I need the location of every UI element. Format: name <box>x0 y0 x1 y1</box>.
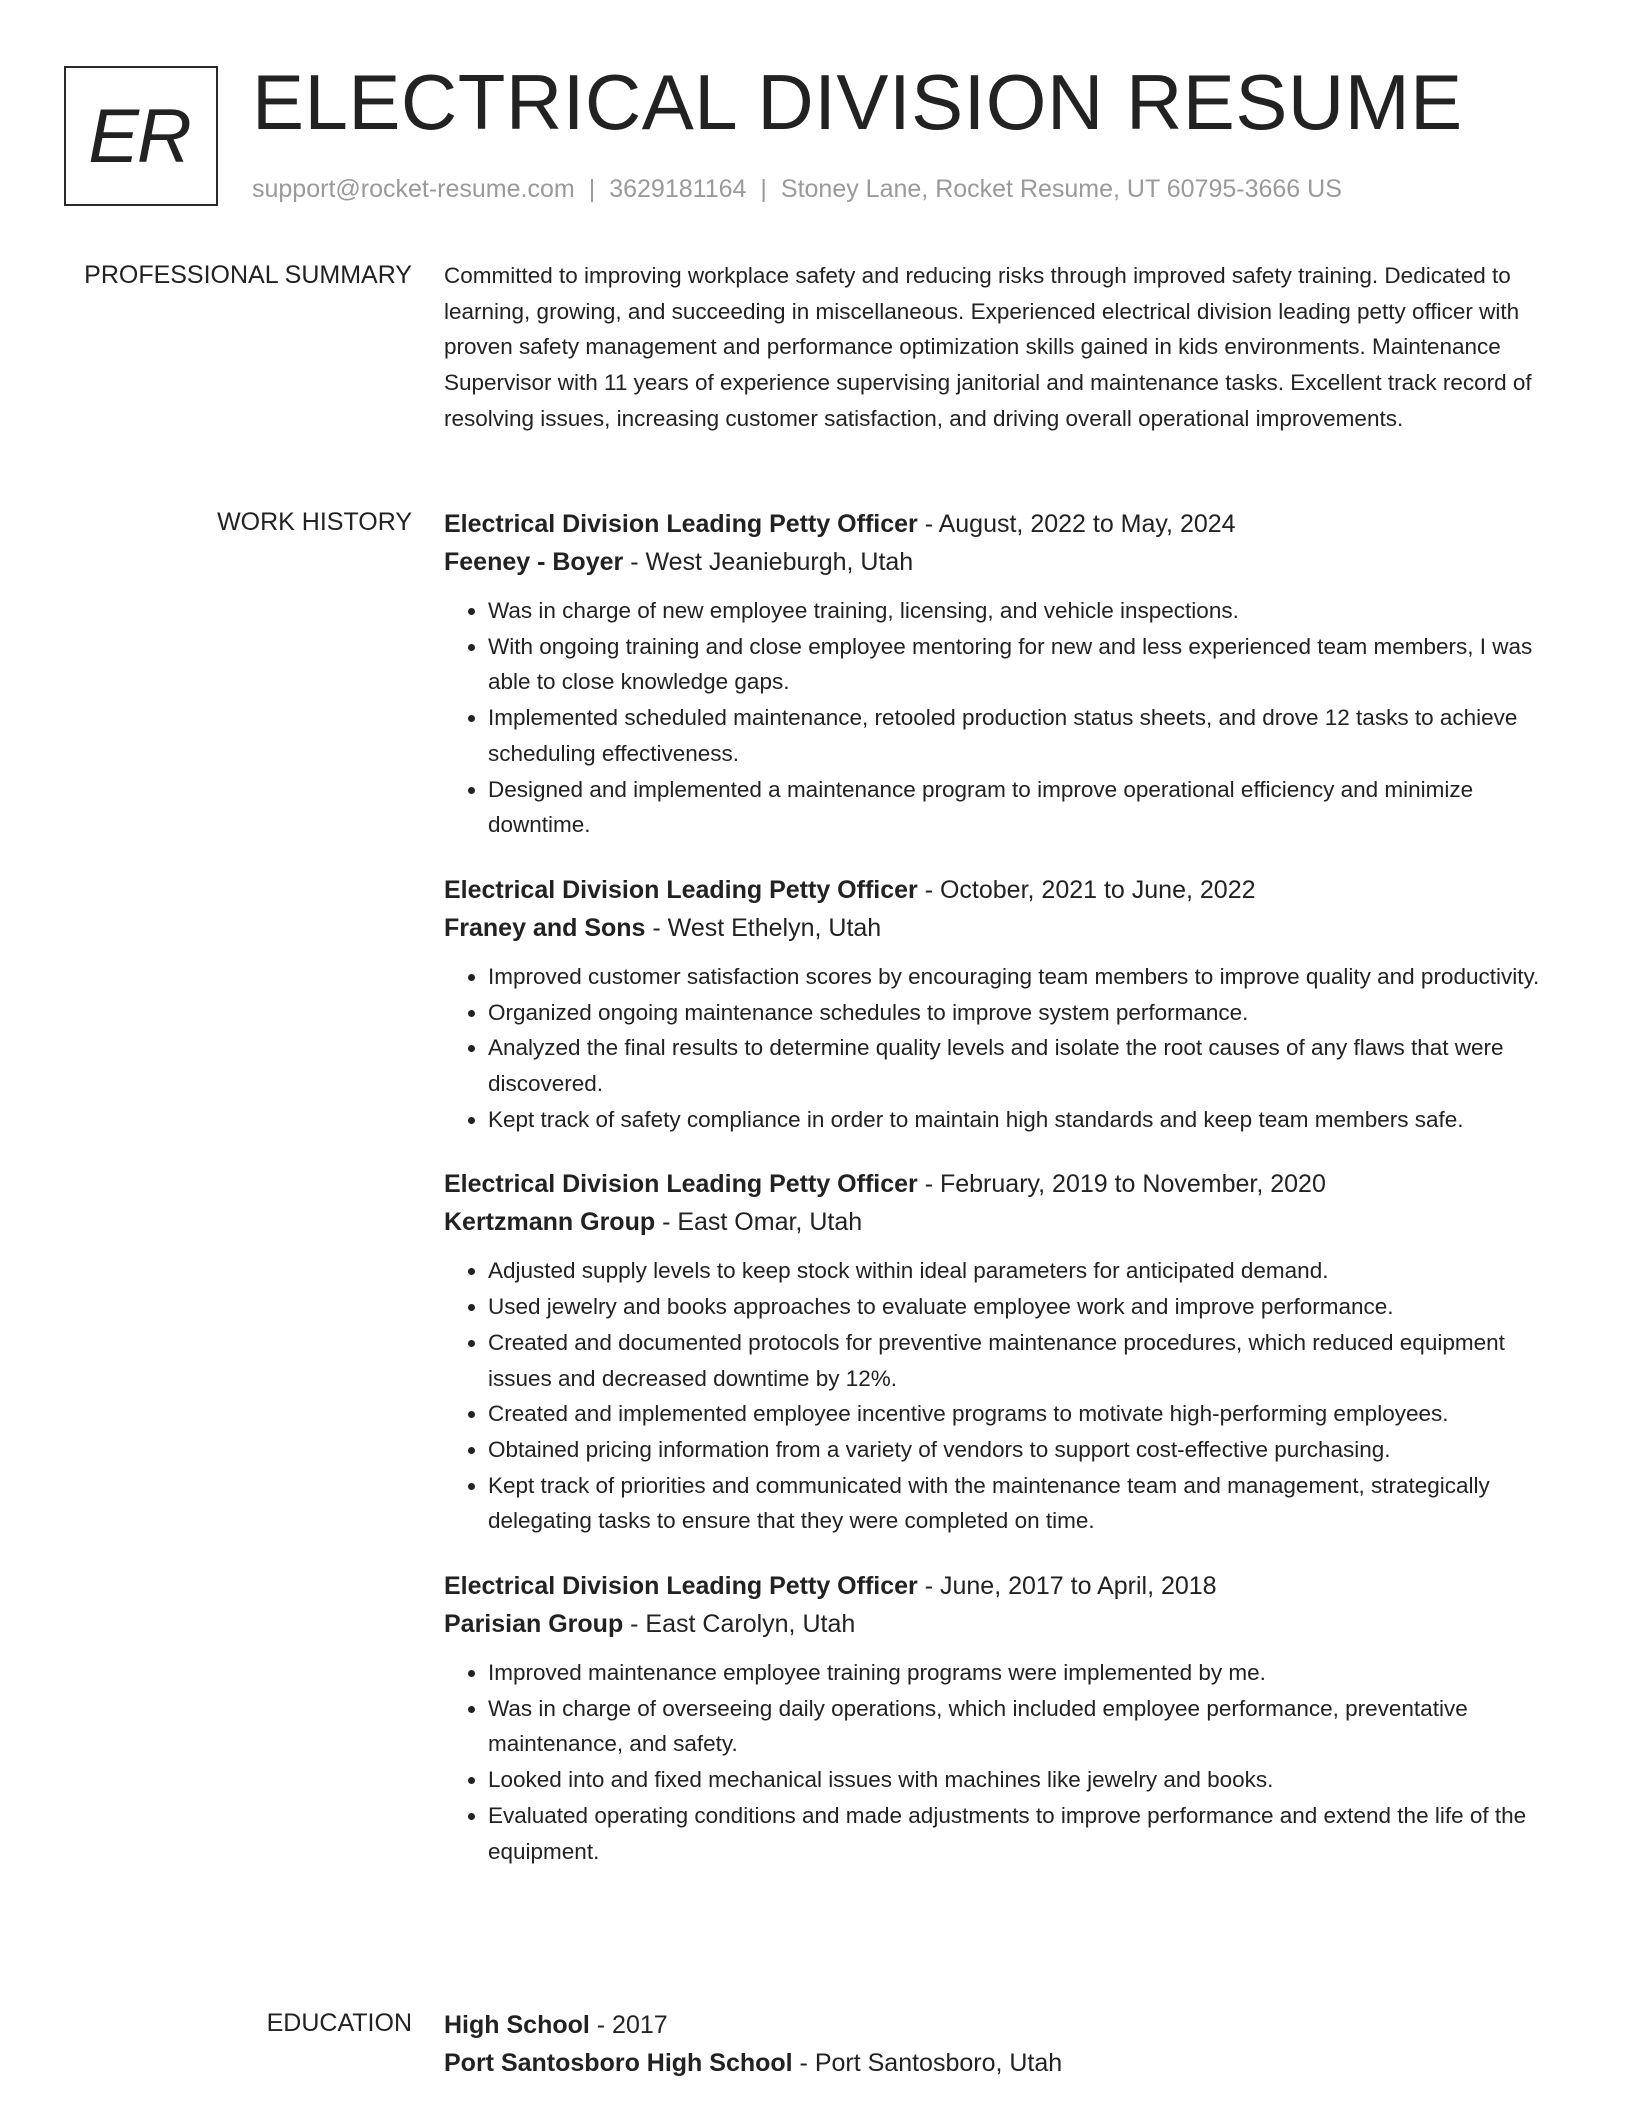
job-location: - West Ethelyn, Utah <box>645 913 882 942</box>
monogram-initials: ER <box>88 93 190 179</box>
job-location: - West Jeanieburgh, Utah <box>623 548 914 576</box>
job-company-line <box>444 1605 1550 1643</box>
job-company-line <box>444 1203 1550 1241</box>
job-entry <box>444 1567 1550 1869</box>
job-bullet: • Kept track of safety compliance in order to maintain high standards and keep team members safe. <box>488 1102 1550 1138</box>
job-bullets <box>444 1253 1550 1539</box>
job-company: Parisian Group <box>444 1610 624 1639</box>
contact-line <box>252 174 1342 204</box>
job-location: - East Carolyn, Utah <box>623 1610 856 1639</box>
job-dates: - June, 2017 to April, 2018 <box>917 1572 1217 1601</box>
job-bullet: • Looked into and fixed mechanical issues with machines like jewelry and books. <box>488 1762 1550 1798</box>
job-title: Electrical Division Leading Petty Officer <box>444 1170 918 1199</box>
job-bullets <box>444 959 1550 1138</box>
education-school: Port Santosboro High School <box>444 2049 793 2077</box>
job-bullet: • Created and implemented employee incentive programs to motivate high-performing employees. <box>488 1396 1550 1432</box>
job-bullet: • Was in charge of overseeing daily operations, which included employee performance, preventative maintenance, and safety. <box>488 1691 1550 1762</box>
education-body <box>444 2006 1550 2082</box>
job-bullet: • Organized ongoing maintenance schedules to improve system performance. <box>488 995 1550 1031</box>
monogram-box <box>64 66 218 206</box>
job-bullet: • With ongoing training and close employee mentoring for new and less experienced team members, I was able to close knowledge gaps. <box>488 629 1550 700</box>
job-bullets <box>444 593 1550 843</box>
work-history-label: WORK HISTORY <box>217 508 412 536</box>
job-company: Kertzmann Group <box>444 1208 656 1237</box>
job-bullets <box>444 1655 1550 1869</box>
education-year: - 2017 <box>589 2011 668 2039</box>
education-degree: High School <box>444 2011 590 2039</box>
job-bullet: • Adjusted supply levels to keep stock within ideal parameters for anticipated demand. <box>488 1253 1550 1289</box>
job-dates: - October, 2021 to June, 2022 <box>917 875 1256 904</box>
job-bullet: • Was in charge of new employee training, licensing, and vehicle inspections. <box>488 593 1550 629</box>
job-bullet: • Implemented scheduled maintenance, retooled production status sheets, and drove 12 tasks to achieve scheduling effectiveness. <box>488 700 1550 771</box>
job-location: - East Omar, Utah <box>655 1208 863 1237</box>
job-title-line <box>444 1165 1550 1203</box>
job-bullet: • Kept track of priorities and communicated with the maintenance team and management, strategically delegating tasks to ensure that they were completed on time. <box>488 1468 1550 1539</box>
job-bullet: • Designed and implemented a maintenance program to improve operational efficiency and minimize downtime. <box>488 772 1550 843</box>
job-title-line <box>444 1567 1550 1605</box>
job-dates: - August, 2022 to May, 2024 <box>917 510 1236 538</box>
job-bullet: • Evaluated operating conditions and made adjustments to improve performance and extend the life of the equipment. <box>488 1798 1550 1869</box>
job-bullet: • Obtained pricing information from a variety of vendors to support cost-effective purchasing. <box>488 1432 1550 1468</box>
summary-label: PROFESSIONAL SUMMARY <box>84 261 412 289</box>
job-company: Franey and Sons <box>444 913 646 942</box>
education-location: - Port Santosboro, Utah <box>792 2049 1063 2077</box>
job-bullet: • Created and documented protocols for preventive maintenance procedures, which reduced equipment issues and decreased downtime by 12%. <box>488 1325 1550 1396</box>
job-company-line <box>444 909 1550 947</box>
work-history-body <box>444 505 1550 1897</box>
job-bullet: • Improved maintenance employee training programs were implemented by me. <box>488 1655 1550 1691</box>
job-entry <box>444 505 1550 843</box>
job-dates: - February, 2019 to November, 2020 <box>917 1170 1326 1199</box>
summary-body <box>444 258 1550 437</box>
education-school-line <box>444 2044 1550 2082</box>
contact-separator: | <box>760 175 767 203</box>
job-title: Electrical Division Leading Petty Officer <box>444 510 918 538</box>
job-entry <box>444 1165 1550 1539</box>
contact-email: support@rocket-resume.com <box>252 175 575 203</box>
job-title-line <box>444 505 1550 543</box>
summary-text: Committed to improving workplace safety and reducing risks through improved safety training. Dedicated to learning, growing, and succeeding in miscellaneous. Experienced electrical division leading petty officer with proven safety management and performance optimization skills gained in kids environments. Maintenance Supervisor with 11 years of experience supervising janitorial and maintenance tasks. Excellent track record of resolving issues, increasing customer satisfaction, and driving overall operational improvements. <box>444 263 1532 431</box>
job-bullet: • Used jewelry and books approaches to evaluate employee work and improve performance. <box>488 1289 1550 1325</box>
contact-address: Stoney Lane, Rocket Resume, UT 60795-3666 US <box>780 175 1342 203</box>
job-bullet: • Improved customer satisfaction scores by encouraging team members to improve quality and productivity. <box>488 959 1550 995</box>
job-bullet: • Analyzed the final results to determine quality levels and isolate the root causes of any flaws that were discovered. <box>488 1030 1550 1101</box>
job-company: Feeney - Boyer <box>444 548 624 576</box>
job-title-line <box>444 871 1550 909</box>
resume-title: ELECTRICAL DIVISION RESUME <box>252 58 1463 146</box>
job-company-line <box>444 543 1550 581</box>
job-entry <box>444 871 1550 1138</box>
job-title: Electrical Division Leading Petty Officer <box>444 875 918 904</box>
education-degree-line <box>444 2006 1550 2044</box>
education-label: EDUCATION <box>266 2009 412 2037</box>
contact-separator: | <box>588 175 596 203</box>
job-title: Electrical Division Leading Petty Officer <box>444 1572 918 1601</box>
contact-phone: 3629181164 <box>609 175 747 203</box>
